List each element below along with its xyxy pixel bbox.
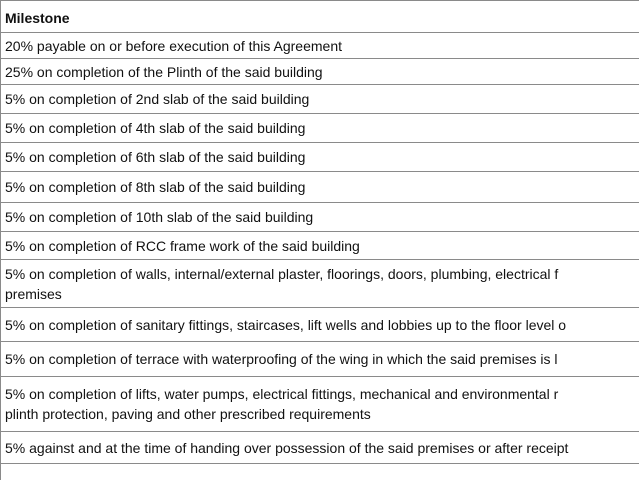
table-row [0, 232, 639, 260]
table-row [0, 308, 639, 342]
milestone-cell: 5% on completion of 8th slab of the said building [0, 172, 639, 203]
milestone-cell [0, 377, 639, 432]
milestone-cell: 5% on completion of 4th slab of the said building [0, 114, 639, 143]
milestone-cell: 5% on completion of sanitary fittings, staircases, lift wells and lobbies up to the floor level o [0, 308, 639, 342]
milestone-cell: 5% on completion of terrace with waterproofing of the wing in which the said premises is l [0, 342, 639, 377]
milestone-cell-line-2: premises [5, 285, 62, 302]
table-row [0, 342, 639, 377]
milestone-cell-line-2: plinth protection, paving and other prescribed requirements [5, 406, 371, 422]
left-border [0, 0, 1, 480]
table-row [0, 59, 639, 85]
table-row [0, 260, 639, 308]
table-row [0, 203, 639, 232]
milestone-cell-line-1: 5% on completion of lifts, water pumps, electrical fittings, mechanical and environmental r [5, 386, 559, 402]
milestone-cell: 20% payable on or before execution of this Agreement [0, 33, 639, 59]
table-row [0, 172, 639, 203]
table-row [0, 85, 639, 114]
milestone-cell: 5% on completion of RCC frame work of the said building [0, 232, 639, 260]
table-row [0, 114, 639, 143]
milestone-cell [0, 260, 639, 308]
milestone-cell: 5% on completion of 6th slab of the said building [0, 143, 639, 172]
table-row [0, 33, 639, 59]
column-header-milestone: Milestone [0, 1, 639, 33]
milestone-cell: 25% on completion of the Plinth of the said building [0, 59, 639, 85]
table-row [0, 143, 639, 172]
milestone-cell: 5% on completion of 2nd slab of the said building [0, 85, 639, 114]
table-row [0, 377, 639, 432]
header-row [0, 1, 639, 33]
milestone-cell-line-1: 5% on completion of walls, internal/external plaster, floorings, doors, plumbing, electrical f [5, 265, 559, 282]
milestone-cell: 5% against and at the time of handing over possession of the said premises or after receipt [0, 432, 639, 464]
table-row [0, 432, 639, 464]
milestone-cell: 5% on completion of 10th slab of the said building [0, 203, 639, 232]
